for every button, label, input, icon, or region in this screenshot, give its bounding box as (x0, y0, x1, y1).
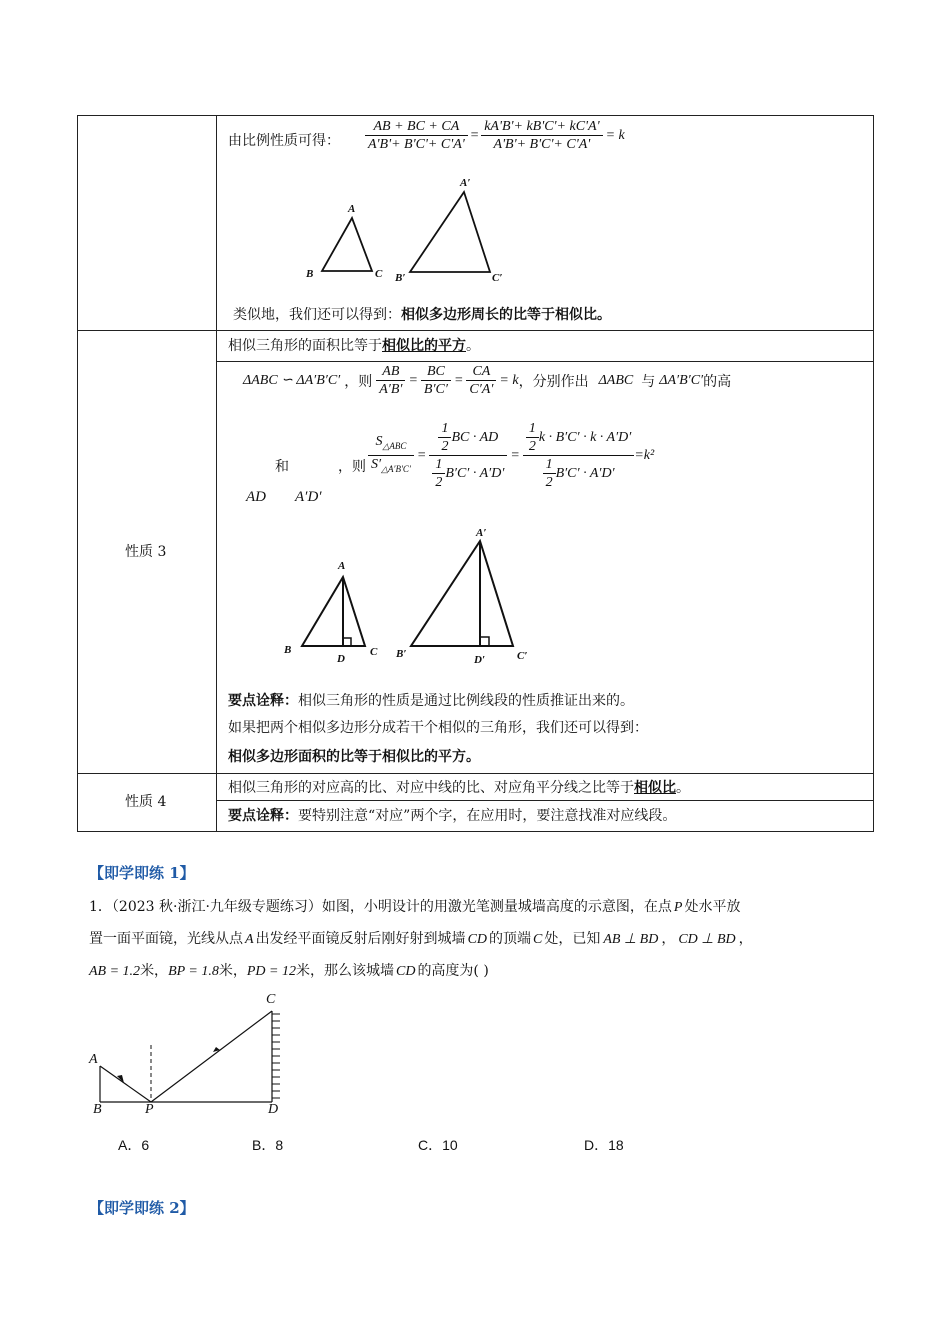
wall-reflection-figure (80, 990, 300, 1120)
label-c-prime: C′ (517, 650, 528, 662)
question-1-line3: AB = 1.2米，BP = 1.8米，PD = 12米，那么该城墙 CD 的高度为( ) (89, 963, 489, 979)
height-ad: AD (246, 489, 266, 505)
choice-d[interactable]: D．18 (584, 1137, 624, 1153)
row3-key-note: 要点诠释：相似三角形的性质是通过比例线段的性质推证出来的。 (228, 693, 634, 709)
label-d: D (337, 653, 345, 665)
formula-rhs: = k (605, 127, 625, 143)
row1-intro: 由比例性质可得： (228, 133, 340, 149)
row1-triangles-figure (300, 175, 520, 290)
fraction-sum: $\frac{AB + BC + CA}{A'B'+ B'C'+ C'A'}$ (365, 118, 468, 153)
incident-ray (100, 1066, 151, 1102)
label-a-prime: A′ (460, 177, 471, 189)
fraction-scaled: $\frac{kA'B'+ kB'C'+ kC'A'}{A'B'+ B'C'+ C'A'}$ (481, 118, 602, 153)
label-d-prime: D′ (474, 654, 486, 666)
row4-key-note: 要点诠释：要特别注意“对应”两个字，在应用时，要注意找准对应线段。 (228, 808, 677, 824)
row3-label: 性质 3 (125, 544, 167, 560)
choice-b[interactable]: B．8 (252, 1137, 284, 1153)
fig-label-a: A (89, 1052, 98, 1067)
row4-text: 相似三角形的对应高的比、对应中线的比、对应角平分线之比等于相似比。 (228, 780, 690, 796)
row3-inner-divider (216, 361, 874, 362)
label-a: A (348, 203, 356, 215)
table-border-bottom (77, 831, 874, 832)
triangle-abc-with-height (302, 577, 365, 646)
row4-inner-divider (216, 800, 874, 801)
label-a-prime: A′ (476, 527, 487, 539)
practice1-title: 【即学即练 1】 (89, 864, 195, 882)
label-b: B (284, 644, 292, 656)
row-divider-1 (77, 330, 874, 331)
area-ratio-formula: $\frac{S_{\triangle ABC}}{S'_{\triangle A'B'C'}}$ = $\frac{1}{2}$ BC · AD $\frac{1}{2}$ B′C′ · A′D′ = $\frac{1}{2}$ k · B′C′ · k · A′D′ $\frac{1}{2}$ B′C′ · A′D′ =k² (368, 420, 654, 491)
choice-c[interactable]: C．10 (418, 1137, 458, 1153)
perimeter-conclusion: 类似地，我们还可以得到：相似多边形周长的比等于相似比。 (233, 307, 611, 323)
fig-label-d: D (268, 1102, 279, 1117)
triangle-abc-prime-with-height (411, 541, 513, 646)
word-he: 和 (275, 459, 289, 475)
fig-label-b: B (93, 1102, 102, 1117)
triangle-abc (322, 218, 372, 271)
question-1-line2: 置一面平面镜，光线从点 A 出发经平面镜反射后刚好射到城墙 CD 的顶端 C 处，已知 AB ⊥ BD ， CD ⊥ BD ， (89, 931, 753, 947)
right-angle-mark-large (480, 637, 489, 646)
right-angle-mark-small (343, 638, 351, 646)
label-c: C (375, 268, 383, 280)
row3-line2: 如果把两个相似多边形分成若干个相似的三角形，我们还可以得到： (228, 720, 648, 736)
reflected-ray (151, 1011, 272, 1102)
perimeter-formula: $\frac{AB + BC + CA}{A'B'+ B'C'+ C'A'}$ = $\frac{kA'B'+ kB'C'+ kC'A'}{A'B'+ B'C'+ C'A'}$ = k (365, 118, 625, 153)
label-c-prime: C′ (492, 272, 503, 284)
table-column-divider (216, 115, 217, 832)
table-border-left (77, 115, 78, 832)
table-border-top (77, 115, 874, 116)
choice-a[interactable]: A．6 (118, 1137, 150, 1153)
triangle-abc-prime (410, 192, 490, 272)
row3-line3: 相似多边形面积的比等于相似比的平方。 (228, 749, 480, 765)
row3-heading: 相似三角形的面积比等于相似比的平方。 (228, 338, 480, 354)
label-b: B (306, 268, 314, 280)
table-border-right (873, 115, 874, 832)
question-1-line1: 1．（2023 秋·浙江·九年级专题练习）如图，小明设计的用激光笔测量城墙高度的示意图，在点 P 处水平放 (89, 899, 741, 915)
similarity-ratio-line: ΔABC ∽ ΔA′B′C′ ，则 $\frac{AB}{A'B'}$ = $\frac{BC}{B'C'}$ = $\frac{CA}{C'A'}$ = k ，分别作出 ΔABC 与 ΔA′B′C′ 的高 (243, 364, 732, 397)
label-b-prime: B′ (396, 648, 407, 660)
practice2-title: 【即学即练 2】 (89, 1199, 195, 1217)
row3-triangles-figure (280, 525, 540, 665)
row4-label: 性质 4 (125, 794, 167, 810)
fig-label-c: C (266, 992, 276, 1007)
height-apdp: A′D′ (295, 489, 322, 505)
label-b-prime: B′ (395, 272, 406, 284)
row-divider-2 (77, 773, 874, 774)
fig-label-p: P (145, 1102, 154, 1117)
word-ze: ，则 (338, 459, 366, 475)
label-c: C (370, 646, 378, 658)
wall-hatching (272, 1014, 280, 1098)
label-a: A (338, 560, 346, 572)
